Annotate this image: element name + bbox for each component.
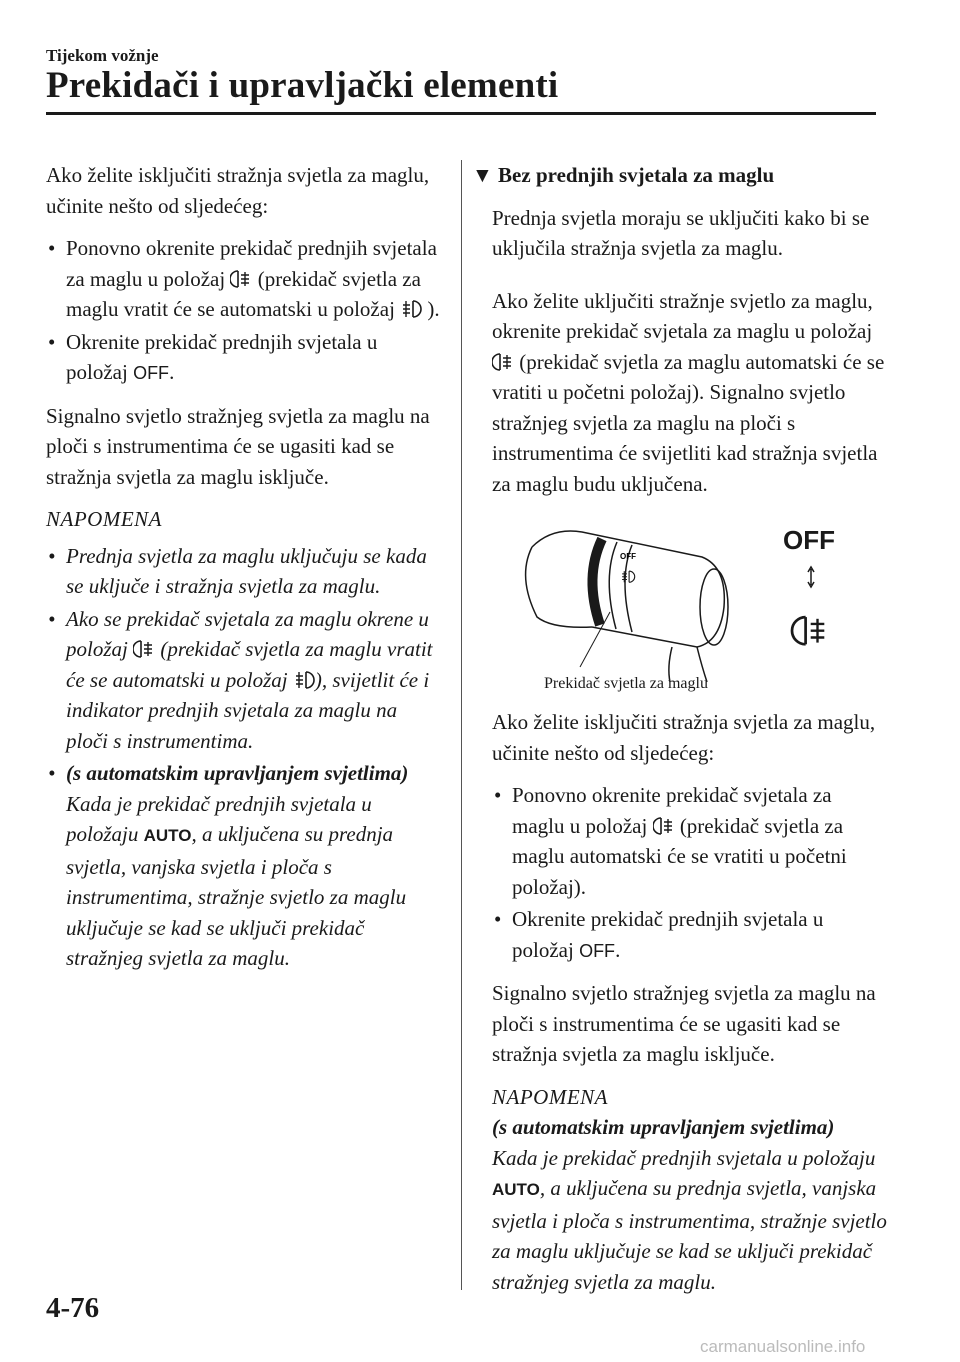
note-item: • (s automatskim upravljanjem svjetlima) Kada je prekidač prednjih svjetala u položaju AUTO, a uključena su prednja svjetla, vanjska svjetla i ploča s instrumentima, stražnje svjetlo za maglu uključuje se kad se uključi prekidač stražnjeg svjetla za maglu. (46, 758, 441, 974)
bullet: • (48, 236, 56, 260)
body-paragraph: Ako želite uključiti stražnje svjetlo za maglu, okrenite prekidač svjetala za maglu u položaj (prekidač svjetla za maglu automatski će se vratiti u početni položaj). Signalno svjetlo stražnjeg svjetla za maglu na ploči s instrumentima će svijetliti kad stražnja svjetla za maglu budu uključena. (492, 288, 885, 496)
list-item: • Okrenite prekidač prednjih svjetala u položaj OFF. (46, 327, 441, 389)
figure-off-label: OFF (783, 525, 835, 555)
rear-fog-light-icon (653, 815, 675, 837)
triangle-marker: ▼ (472, 163, 493, 187)
left-column (46, 160, 441, 986)
body-paragraph: Prednja svjetla moraju se uključiti kako bi se uključila stražnja svjetla za maglu. (492, 205, 870, 260)
body-paragraph: Signalno svjetlo stražnjeg svjetla za maglu na ploči s instrumentima će se ugasiti kad se stražnja svjetla za maglu isključe. (46, 403, 430, 489)
column-divider (461, 160, 462, 1290)
off-options-list (46, 233, 441, 389)
section-label: Tijekom vožnje (46, 46, 159, 65)
list-item: • Ponovno okrenite prekidač prednjih svjetala za maglu u položaj (prekidač svjetla za maglu vratit će se automatski u položaj ). (46, 233, 441, 325)
watermark: carmanualsonline.info (700, 1337, 866, 1356)
bullet: • (494, 783, 502, 807)
bullet: • (48, 329, 56, 354)
right-column (472, 160, 887, 1309)
page-number: 4-76 (46, 1292, 100, 1324)
rear-fog-light-icon (133, 638, 155, 660)
note-item: • Prednja svjetla za maglu uključuju se kada se uključe i stražnja svjetla za maglu. (46, 541, 441, 602)
bullet: • (48, 606, 56, 631)
note-body: (s automatskim upravljanjem svjetlima) Kada je prekidač prednjih svjetala u položaju AUTO, a uključena su prednja svjetla, vanjska svjetla i ploča s instrumentima, stražnje svjetlo za maglu uključuje se kad se uključi prekidač stražnjeg svjetla za maglu. (492, 1115, 887, 1294)
off-label: OFF (133, 363, 170, 383)
note-condition: (s automatskim upravljanjem svjetlima) (66, 761, 409, 785)
intro-paragraph: Ako želite isključiti stražnja svjetla za maglu, učinite nešto od sljedećeg: (46, 163, 430, 218)
rear-fog-light-icon (492, 351, 514, 373)
front-fog-light-icon (293, 669, 315, 691)
auto-label: AUTO (492, 1180, 540, 1199)
off-options-list (492, 780, 887, 966)
figure-caption: Prekidač svjetla za maglu (544, 675, 708, 692)
note-item: • Ako se prekidač svjetala za maglu okrene u položaj (prekidač svjetla za maglu vratit će se automatski u položaj ), svijetlit će i indikator prednjih svjetala za maglu na ploči s instrumentima. (46, 604, 441, 757)
note-list (46, 541, 441, 974)
bullet: • (48, 761, 56, 785)
note-condition: (s automatskim upravljanjem svjetlima) (492, 1115, 835, 1139)
bullet: • (48, 543, 56, 568)
page-title: Prekidači i upravljački elementi (46, 65, 559, 106)
list-item: • Ponovno okrenite prekidač svjetala za maglu u položaj (prekidač svjetla za maglu automatski će se vratiti u početni položaj). (492, 780, 887, 902)
off-label: OFF (579, 940, 616, 961)
header-divider (46, 112, 876, 115)
fog-switch-figure (492, 517, 872, 697)
bullet: • (494, 907, 502, 931)
auto-label: AUTO (143, 826, 192, 845)
front-fog-light-icon (400, 298, 422, 320)
subheading: ▼ Bez prednjih svjetala za maglu (472, 163, 775, 187)
body-paragraph: Signalno svjetlo stražnjeg svjetla za maglu na ploči s instrumentima će se ugasiti kad se stražnja svjetla za maglu isključe. (492, 981, 876, 1066)
rear-fog-light-icon (230, 268, 252, 290)
note-heading: NAPOMENA (492, 1084, 608, 1109)
list-item: • Okrenite prekidač prednjih svjetala u položaj OFF. (492, 904, 887, 966)
body-paragraph: Ako želite isključiti stražnja svjetla za maglu, učinite nešto od sljedećeg: (492, 710, 876, 765)
note-heading: NAPOMENA (46, 507, 162, 531)
svg-text:OFF: OFF (620, 552, 636, 561)
